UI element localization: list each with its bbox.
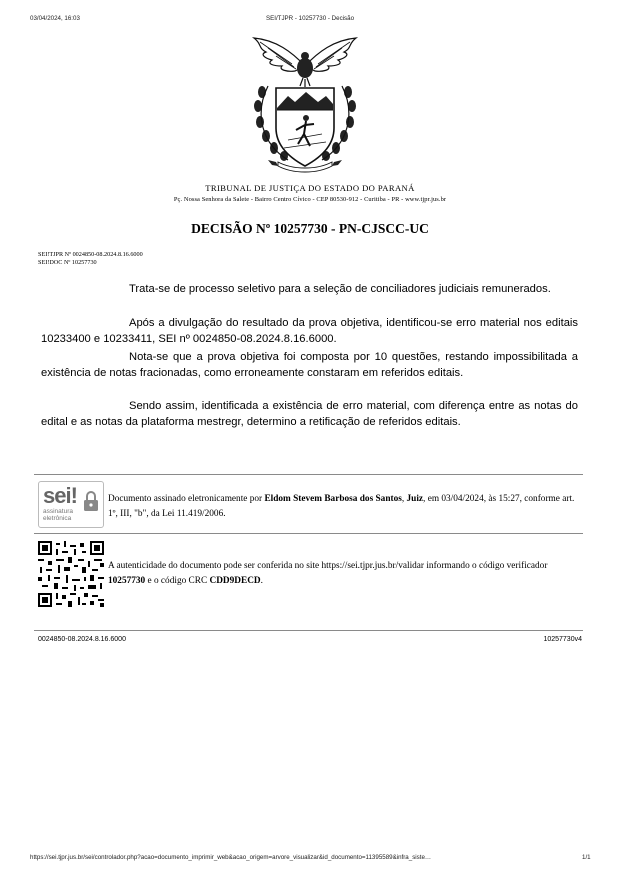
authenticity-text: A autenticidade do documento pode ser conferida no site https://sei.tjpr.jus.br/validar informando o código verificador 10257730 e o código CRC CDD9DECD. — [108, 561, 548, 586]
signer-role: Juiz — [406, 494, 424, 504]
document-title: DECISÃO Nº 10257730 - PN-CJSCC-UC — [191, 221, 429, 236]
signer-name: Eldom Stevem Barbosa dos Santos — [264, 494, 402, 504]
footer-rule — [34, 630, 583, 631]
electronic-signature-text: Documento assinado eletronicamente por Eldom Stevem Barbosa dos Santos, Juiz, em 03/04/2024, às 15:27, conforme art. 1º, III, "b", da Lei 11.419/2006. — [108, 494, 575, 519]
organization-name: TRIBUNAL DE JUSTIÇA DO ESTADO DO PARANÁ — [205, 183, 415, 193]
print-page-title: SEI/TJPR - 10257730 - Decisão — [265, 15, 355, 22]
sei-process-number: SEI!TJPR Nº 0024850-08.2024.8.16.6000 — [38, 251, 143, 258]
document-version: 10257730v4 — [543, 636, 582, 643]
qr-code-icon — [38, 541, 104, 607]
crc-code: CDD9DECD — [209, 575, 261, 586]
paragraph-1: Trata-se de processo seletivo para a seleção de conciliadores judiciais remunerados. — [129, 283, 551, 295]
paragraph-3: Nota-se que a prova objetiva foi composta por 10 questões, restando impossibilitada a existência de notas fracionadas, como erroneamente constaram em referidos editais. — [41, 351, 578, 380]
signature-top-rule — [34, 474, 583, 475]
organization-address: Pç. Nossa Senhora da Salete - Bairro Centro Cívico - CEP 80530-912 - Curitiba - PR - www.tjpr.jus.br — [173, 196, 447, 203]
process-number-footer: 0024850-08.2024.8.16.6000 — [38, 636, 126, 643]
signature-middle-rule — [34, 533, 583, 534]
parana-coat-of-arms-emblem — [248, 34, 362, 174]
sei-badge-caption: assinatura eletrônica — [43, 508, 73, 522]
sei-document-number: SEI!DOC Nº 10257730 — [38, 259, 97, 266]
paragraph-2: Após a divulgação do resultado da prova objetiva, identificou-se erro material nos editais 10233400 e 10233411, SEI nº 0024850-08.2024.8.16.6000. — [41, 317, 578, 346]
sei-signature-badge — [38, 481, 104, 528]
padlock-icon — [83, 490, 99, 512]
sei-logo-text: sei! — [43, 483, 77, 508]
print-page-number: 1/1 — [582, 854, 591, 861]
verifier-code: 10257730 — [108, 575, 146, 586]
print-datetime: 03/04/2024, 16:03 — [30, 15, 80, 22]
print-url: https://sei.tjpr.jus.br/sei/controlador.php?acao=documento_imprimir_web&acao_origem=arvore_visualizar&id_documento=11395589&infra_siste… — [30, 854, 432, 861]
paragraph-4: Sendo assim, identificada a existência de erro material, com diferença entre as notas do edital e as notas da plataforma mestregr, determino a retificação de referidos editais. — [41, 400, 578, 429]
